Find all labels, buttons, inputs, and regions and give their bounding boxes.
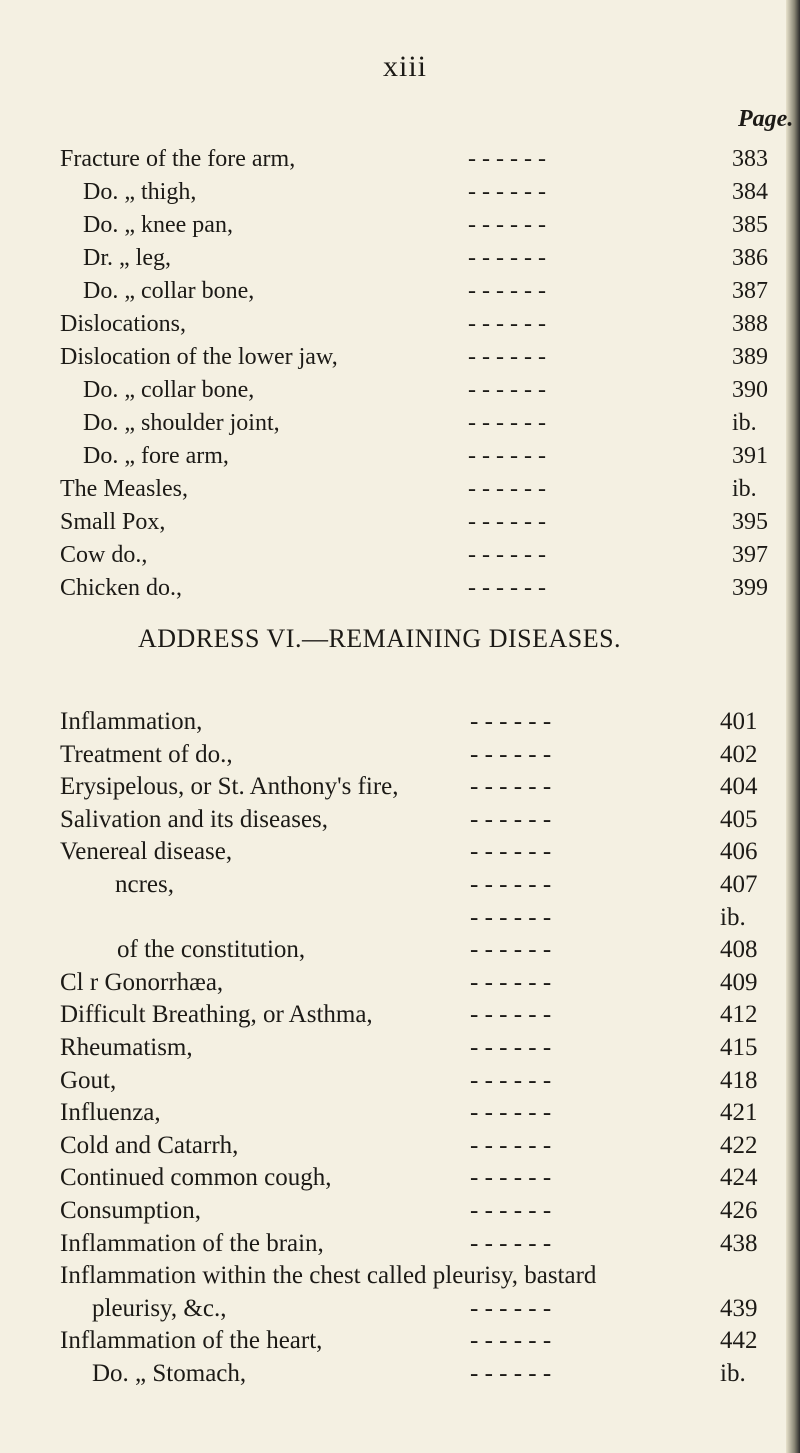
dot-leader: - - - - - -: [470, 903, 552, 931]
entry-page-number: ib.: [720, 1360, 746, 1387]
entry-page-number: 424: [720, 1164, 758, 1192]
entry-title: Cold and Catarrh,: [60, 1131, 239, 1159]
index-entry: [0, 571, 800, 605]
entry-title: Influenza,: [60, 1099, 161, 1127]
dot-leader: - - - - - -: [468, 311, 546, 337]
entry-page-number: 386: [732, 245, 768, 271]
index-entry: [0, 1064, 800, 1098]
page-column-label: Page.: [738, 106, 794, 132]
entry-title: Inflammation within the chest called pleurisy, bastard: [60, 1262, 597, 1290]
dot-leader: - - - - - -: [470, 740, 552, 768]
entry-title: Do. „ fore arm,: [83, 443, 229, 469]
entry-page-number: 402: [720, 740, 758, 768]
index-entry: [0, 241, 800, 275]
index-entry: [0, 505, 800, 539]
dot-leader: - - - - - -: [470, 1197, 552, 1224]
index-entry: [0, 472, 800, 506]
dot-leader: - - - - - -: [470, 1360, 552, 1387]
index-entry: [0, 208, 800, 242]
entry-page-number: 412: [720, 1001, 758, 1029]
index-entry: [0, 966, 800, 1000]
entry-title: pleurisy, &c.,: [92, 1294, 227, 1322]
dot-leader: - - - - - -: [470, 773, 552, 801]
index-entry: [0, 1161, 800, 1195]
dot-leader: - - - - - -: [468, 212, 546, 238]
index-entry: [0, 933, 800, 967]
index-entry: [0, 340, 800, 374]
index-entry: [0, 1292, 800, 1326]
entry-title: Small Pox,: [60, 509, 166, 535]
entry-title: of the constitution,: [117, 936, 306, 964]
entry-page-number: 385: [732, 212, 768, 238]
index-entry: [0, 705, 800, 739]
entry-page-number: 388: [732, 311, 768, 337]
entry-title: Do. „ thigh,: [83, 179, 197, 205]
index-entry: [0, 439, 800, 473]
dot-leader: - - - - - -: [470, 936, 552, 964]
entry-title: Consumption,: [60, 1197, 201, 1224]
index-entry: [0, 538, 800, 572]
entry-title: Do. „ collar bone,: [83, 377, 255, 403]
index-entry: [0, 1259, 800, 1293]
entry-page-number: 408: [720, 936, 758, 964]
dot-leader: - - - - - -: [470, 871, 552, 898]
entry-page-number: 405: [720, 805, 758, 833]
dot-leader: - - - - - -: [470, 805, 552, 833]
index-entry: [0, 175, 800, 209]
index-entry: [0, 1227, 800, 1261]
entry-title: Cl r Gonorrhæa,: [60, 968, 224, 996]
entry-page-number: 421: [720, 1099, 758, 1127]
entry-page-number: 395: [732, 509, 768, 535]
entry-title: Fracture of the fore arm,: [60, 146, 296, 172]
index-entry: [0, 1357, 800, 1391]
dot-leader: - - - - - -: [468, 410, 546, 436]
entry-page-number: ib.: [732, 410, 757, 436]
dot-leader: - - - - - -: [468, 278, 546, 304]
entry-page-number: 426: [720, 1197, 758, 1224]
dot-leader: - - - - - -: [470, 1066, 552, 1094]
entry-title: Salivation and its diseases,: [60, 805, 329, 833]
section-heading: ADDRESS VI.—REMAINING DISEASES.: [138, 624, 622, 653]
entry-title: Do. „ shoulder joint,: [83, 410, 280, 436]
index-entry: [0, 835, 800, 869]
entry-page-number: 415: [720, 1034, 758, 1061]
dot-leader: - - - - - -: [470, 1034, 552, 1061]
entry-title: Gout,: [60, 1066, 117, 1094]
index-entry: [0, 307, 800, 341]
entry-page-number: 407: [720, 871, 758, 898]
dot-leader: - - - - - -: [468, 443, 546, 469]
dot-leader: - - - - - -: [468, 146, 546, 172]
dot-leader: - - - - - -: [470, 838, 552, 866]
index-entry: [0, 1194, 800, 1228]
entry-page-number: 389: [732, 344, 768, 370]
entry-title: Do. „ collar bone,: [83, 278, 255, 304]
dot-leader: - - - - - -: [468, 344, 546, 370]
entry-title: Rheumatism,: [60, 1034, 193, 1061]
entry-page-number: 399: [732, 575, 768, 601]
dot-leader: - - - - - -: [470, 1131, 552, 1159]
index-entry: [0, 1031, 800, 1065]
entry-title: Chicken do.,: [60, 575, 182, 601]
entry-page-number: 391: [732, 443, 768, 469]
entry-page-number: 418: [720, 1066, 758, 1094]
index-entry: [0, 868, 800, 902]
dot-leader: - - - - - -: [468, 509, 546, 535]
dot-leader: - - - - - -: [470, 1001, 552, 1029]
page-number: xiii: [383, 50, 428, 83]
dot-leader: - - - - - -: [470, 968, 552, 996]
index-entry: [0, 406, 800, 440]
entry-title: Inflammation of the heart,: [60, 1327, 323, 1355]
entry-title: Dislocation of the lower jaw,: [60, 344, 338, 370]
index-entry: [0, 274, 800, 308]
entry-page-number: 422: [720, 1131, 758, 1159]
dot-leader: - - - - - -: [470, 1294, 552, 1322]
index-entry: [0, 803, 800, 837]
dot-leader: - - - - - -: [470, 708, 552, 735]
entry-title: Dislocations,: [60, 311, 186, 337]
dot-leader: - - - - - -: [468, 542, 546, 568]
index-entry: [0, 998, 800, 1032]
dot-leader: - - - - - -: [468, 179, 546, 205]
entry-page-number: 383: [732, 146, 768, 172]
entry-page-number: 401: [720, 708, 758, 735]
entry-title: Continued common cough,: [60, 1164, 332, 1192]
dot-leader: - - - - - -: [468, 476, 546, 502]
entry-title: Inflammation of the brain,: [60, 1229, 324, 1257]
entry-title: Do. „ Stomach,: [92, 1360, 247, 1387]
dot-leader: - - - - - -: [470, 1099, 552, 1127]
entry-title: Inflammation,: [60, 708, 203, 735]
entry-title: Treatment of do.,: [60, 740, 233, 768]
dot-leader: - - - - - -: [468, 575, 546, 601]
index-entry: [0, 738, 800, 772]
entry-page-number: 438: [720, 1229, 758, 1257]
index-entry: [0, 1096, 800, 1130]
index-entry: [0, 901, 800, 935]
entry-title: Difficult Breathing, or Asthma,: [60, 1001, 373, 1029]
dot-leader: - - - - - -: [470, 1327, 552, 1355]
dot-leader: - - - - - -: [468, 245, 546, 271]
entry-page-number: 439: [720, 1294, 758, 1322]
entry-page-number: 406: [720, 838, 758, 866]
dot-leader: - - - - - -: [470, 1229, 552, 1257]
index-entry: [0, 373, 800, 407]
entry-title: Venereal disease,: [60, 838, 233, 866]
entry-title: Erysipelous, or St. Anthony's fire,: [60, 773, 399, 801]
entry-page-number: 397: [732, 542, 768, 568]
entry-page-number: 442: [720, 1327, 758, 1355]
index-entry: [0, 1324, 800, 1358]
entry-title: Dr. „ leg,: [83, 245, 171, 271]
entry-title: Do. „ knee pan,: [83, 212, 233, 238]
index-entry: [0, 770, 800, 804]
entry-page-number: ib.: [732, 476, 757, 502]
entry-page-number: 409: [720, 968, 758, 996]
index-entry: [0, 1129, 800, 1163]
entry-page-number: 404: [720, 773, 758, 801]
entry-title: The Measles,: [60, 476, 188, 502]
entry-page-number: ib.: [720, 903, 746, 931]
entry-title: Cow do.,: [60, 542, 148, 568]
dot-leader: - - - - - -: [470, 1164, 552, 1192]
dot-leader: - - - - - -: [468, 377, 546, 403]
entry-title: ncres,: [115, 871, 174, 898]
entry-page-number: 384: [732, 179, 768, 205]
entry-page-number: 390: [732, 377, 768, 403]
entry-page-number: 387: [732, 278, 768, 304]
index-entry: [0, 142, 800, 176]
